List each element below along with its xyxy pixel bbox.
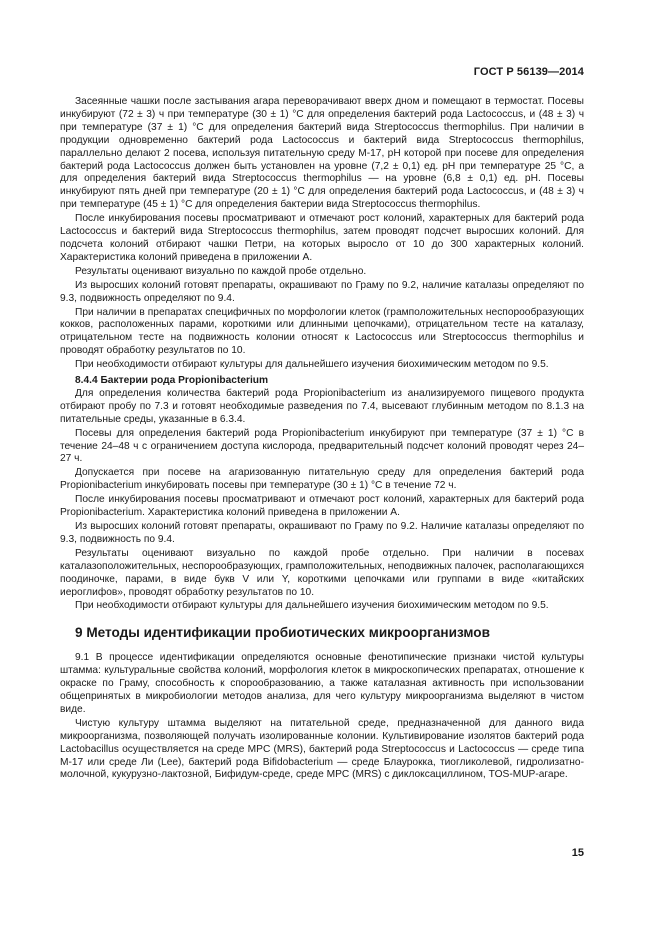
paragraph: После инкубирования посевы просматривают и отмечают рост колоний, характерных для бактерий рода Lactococcus и бактерий вида Streptococcus thermophilus, затем проводят подсчет выросших колоний. Для подсчета колоний отбирают чашки Петри, на которых выросло от 10 до 300 характерных колоний. Характеристика колоний приведена в приложении А. bbox=[60, 213, 584, 263]
paragraph: Из выросших колоний готовят препараты, окрашивают по Граму по 9.2. Наличие каталазы определяют по 9.3, подвижность по 9.4. bbox=[60, 521, 584, 545]
document-id: ГОСТ Р 56139—2014 bbox=[473, 66, 584, 78]
paragraph: Результаты оценивают визуально по каждой пробе отдельно. При наличии в посевах каталазоположительных, неспорообразующих, грамположительных, неподвижных палочек, располагающихся поодиночке, парами, в виде букв V или Y, короткими цепочками или группами в виде «китайских иероглифов», проводят обработку результатов по 10. bbox=[60, 547, 584, 598]
page-number: 15 bbox=[571, 847, 584, 859]
document-body bbox=[60, 96, 584, 782]
section-heading: 9 Методы идентификации пробиотических микроорганизмов bbox=[75, 625, 490, 641]
paragraph: При наличии в препаратах специфичных по морфологии клеток (грамположительных неспорообразующих кокков, расположенных парами, короткими или длинными цепочками), отрицательном тесте на каталазу, отрицательном тесте на подвижность колонии относят к Lactococcus или Streptococcus thermophilus и проводят обработку результатов по 10. bbox=[60, 306, 584, 357]
paragraph: Результаты оценивают визуально по каждой пробе отдельно. bbox=[75, 265, 367, 277]
paragraph: 9.1 В процессе идентификации определяются основные фенотипические признаки чистой культуры штамма: культуральные свойства колоний, морфология клеток в микроскопических препаратах, отношение к окраске по Граму, способность к спорообразованию, а также каталазная активность при использовании общепринятых в микробиологии методов анализа, для чего культуру микроорганизма выделяют в чистом виде. bbox=[60, 652, 584, 715]
paragraph: Из выросших колоний готовят препараты, окрашивают по Граму по 9.2, наличие каталазы определяют по 9.3, подвижность определяют по 9.4. bbox=[60, 279, 584, 304]
paragraph: После инкубирования посевы просматривают и отмечают рост колоний, характерных для бактерий рода Propionibacterium. Характеристика колоний приведена в приложении А. bbox=[60, 494, 584, 519]
paragraph: Чистую культуру штамма выделяют на питательной среде, предназначенной для данного вида микроорганизма, позволяющей получать изолированные колонии. Культивирование изолятов бактерий рода Lactobacillus осуществляется на среде MPC (MRS), бактерий рода Streptococcus и Lactococcus — среде типа М-17 или среде Ли (Lee), бактерий рода Bifidobacterium — среде Блаурокка, тиогликолевой, гидролизатно-молочной, кукурузно-лактозной, Бифидум-среде, среде MPC (MRS) с диклоксациллином, TOS-MUP-агаре. bbox=[60, 717, 584, 781]
paragraph: При необходимости отбирают культуры для дальнейшего изучения биохимическим методом по 9.5. bbox=[75, 600, 549, 612]
paragraph: При необходимости отбирают культуры для дальнейшего изучения биохимическим методом по 9.5. bbox=[75, 359, 549, 371]
subsection-heading: 8.4.4 Бактерии рода Propionibacterium bbox=[75, 375, 269, 387]
paragraph: Засеянные чашки после застывания агара переворачивают вверх дном и помещают в термостат. Посевы инкубируют (72 ± 3) ч при температуре (30 ± 1) °С для определения бактерий рода Lactococcus, и (48 ± 3) ч при температуре (37 ± 1) °С для определения бактерий вида Streptococcus thermophilus. При наличии в продукции одновременно бактерий рода Lactococcus и бактерий вида Streptococcus thermophilus, параллельно делают 2 посева, используя питательную среду М-17, рН которой при посеве для определения бактерий рода Lactococcus должен быть установлен на уровне (7,2 ± 0,1) ед. рН при температуре 25 °С, а для определения бактерий вида Streptococcus thermophilus — на уровне (6,8 ± 0,1) ед. рН. Посевы инкубируют пять дней при температуре (20 ± 1) °С для определения бактерий рода Lactococcus, и (48 ± 3) ч при температуре (45 ± 1) °С для определения бактерии вида Streptococcus thermophilus. bbox=[60, 96, 584, 211]
paragraph: Допускается при посеве на агаризованную питательную среду для определения бактерий рода Propionibacterium инкубировать посевы при температуре (30 ± 1) °С в течение 72 ч. bbox=[60, 467, 584, 492]
paragraph: Посевы для определения бактерий рода Propionibacterium инкубируют при температуре (37 ± 1) °С в течение 24–48 ч с ограничением доступа кислорода, предварительный подсчет колоний проводят через 24–27 ч. bbox=[60, 427, 584, 465]
paragraph: Для определения количества бактерий рода Propionibacterium из анализируемого пищевого продукта отбирают пробу по 7.3 и готовят необходимые разведения по 7.4, высевают глубинным методом по 8.1.3 на питательные среды, указанные в 6.3.4. bbox=[60, 387, 584, 425]
